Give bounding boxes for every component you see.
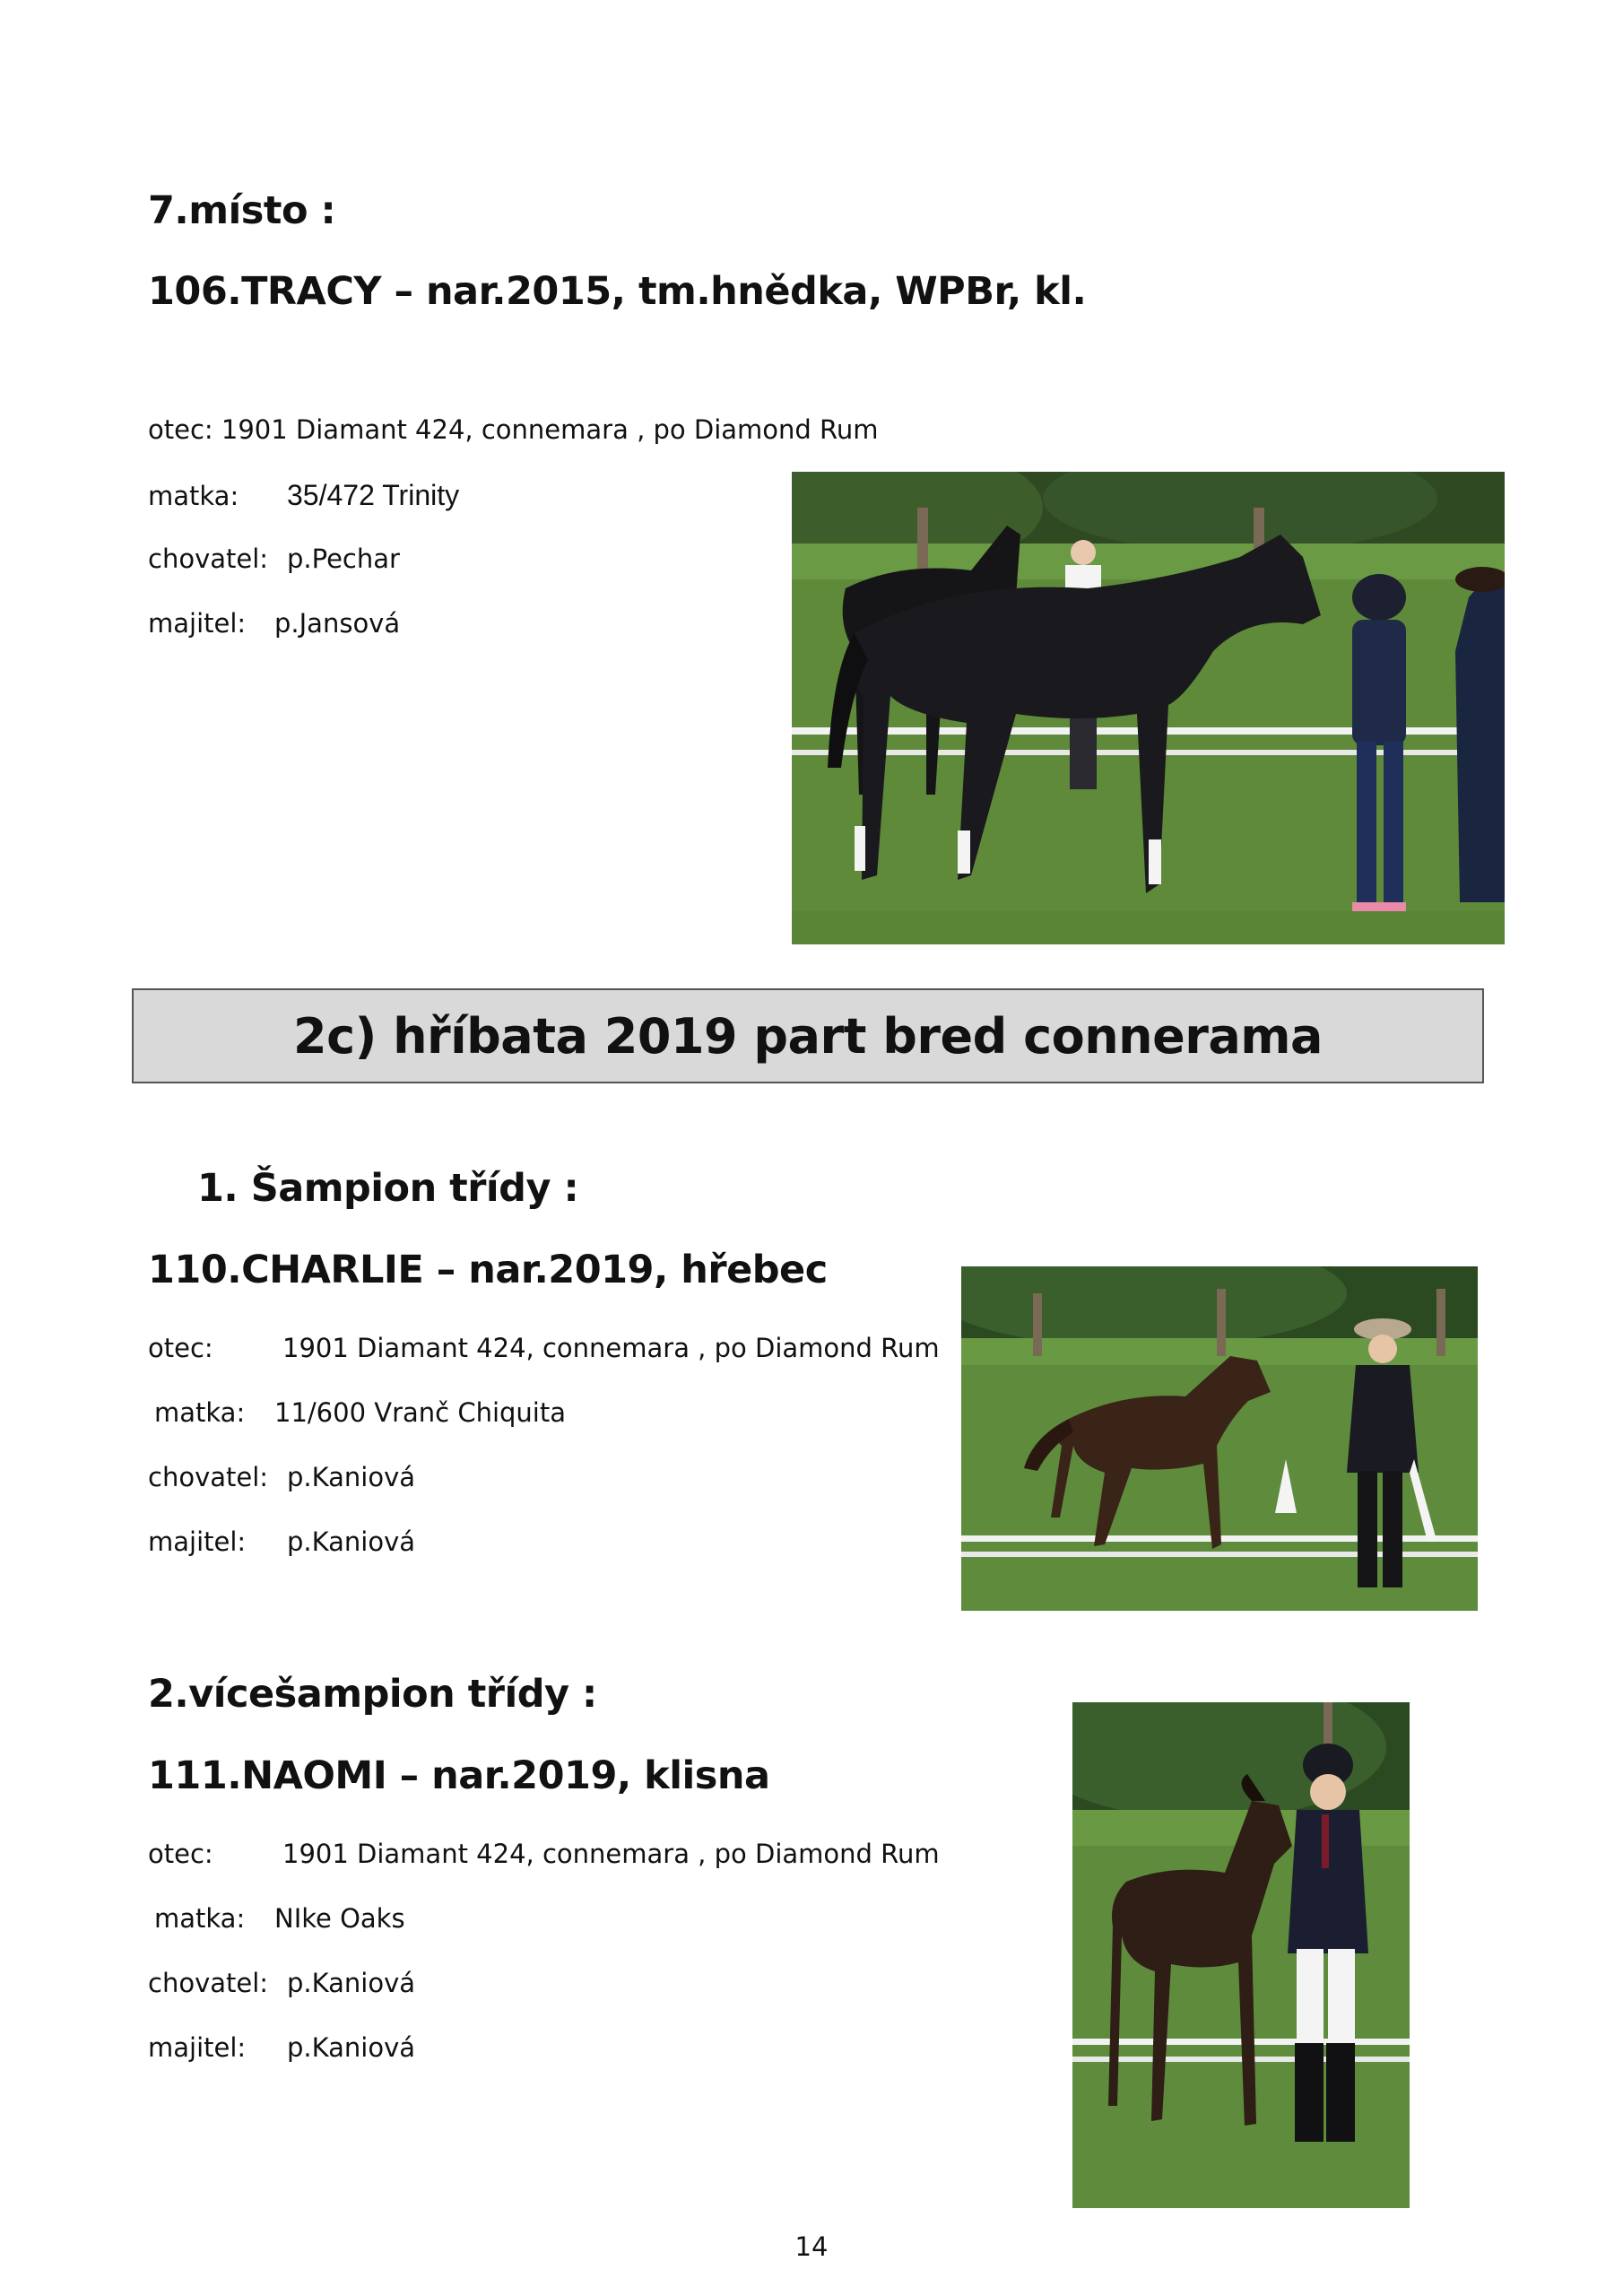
owner-line [148, 1526, 415, 1557]
photo-tracy [792, 472, 1505, 944]
breeder-label: chovatel: [148, 1968, 269, 1998]
section-banner: 2c) hříbata 2019 part bred connerama [132, 988, 1484, 1083]
reserve-champion-heading: 2.vícešampion třídy : [148, 1672, 597, 1717]
breeder-line [148, 544, 400, 574]
photo-charlie [961, 1266, 1478, 1611]
entry-title: 110.CHARLIE – nar.2019, hřebec [148, 1248, 828, 1292]
breeder-label: chovatel: [148, 544, 269, 574]
champion-heading: 1. Šampion třídy : [197, 1166, 579, 1211]
sire-line [148, 1333, 940, 1363]
dam-value: 11/600 Vranč Chiquita [274, 1397, 566, 1428]
owner-value: p.Kaniová [287, 1526, 416, 1557]
sire-value: 1901 Diamant 424, connemara , po Diamond Rum [282, 1333, 940, 1363]
placement-heading: 7.místo : [148, 188, 336, 233]
dam-label: matka: [154, 1397, 246, 1428]
dam-label: matka: [148, 481, 239, 511]
breeder-value: p.Kaniová [287, 1968, 416, 1998]
breeder-line [148, 1462, 415, 1492]
page-number: 14 [794, 2231, 829, 2262]
sire-label: otec: [148, 1839, 213, 1869]
owner-line [148, 2032, 415, 2063]
owner-label: majitel: [148, 608, 247, 639]
entry-title: 106.TRACY – nar.2015, tm.hnědka, WPBr, kl. [148, 269, 1087, 314]
sire-line: otec: 1901 Diamant 424, connemara , po Diamond Rum [148, 414, 879, 445]
owner-line [148, 608, 400, 639]
breeder-value: p.Pechar [287, 544, 400, 574]
breeder-label: chovatel: [148, 1462, 269, 1492]
dam-label: matka: [154, 1903, 246, 1934]
breeder-value: p.Kaniová [287, 1462, 416, 1492]
breeder-line [148, 1968, 415, 1998]
dam-line [148, 479, 459, 512]
owner-value: p.Kaniová [287, 2032, 416, 2063]
dam-line [154, 1397, 566, 1428]
photo-naomi [1072, 1702, 1410, 2208]
owner-value: p.Jansová [274, 608, 401, 639]
dam-value: NIke Oaks [274, 1903, 405, 1934]
owner-label: majitel: [148, 1526, 247, 1557]
sire-label: otec: [148, 1333, 213, 1363]
entry-title: 111.NAOMI – nar.2019, klisna [148, 1753, 770, 1798]
sire-value: 1901 Diamant 424, connemara , po Diamond Rum [282, 1839, 940, 1869]
owner-label: majitel: [148, 2032, 247, 2063]
dam-value: 35/472 Trinity [287, 479, 460, 511]
dam-line [154, 1903, 405, 1934]
sire-line [148, 1839, 940, 1869]
